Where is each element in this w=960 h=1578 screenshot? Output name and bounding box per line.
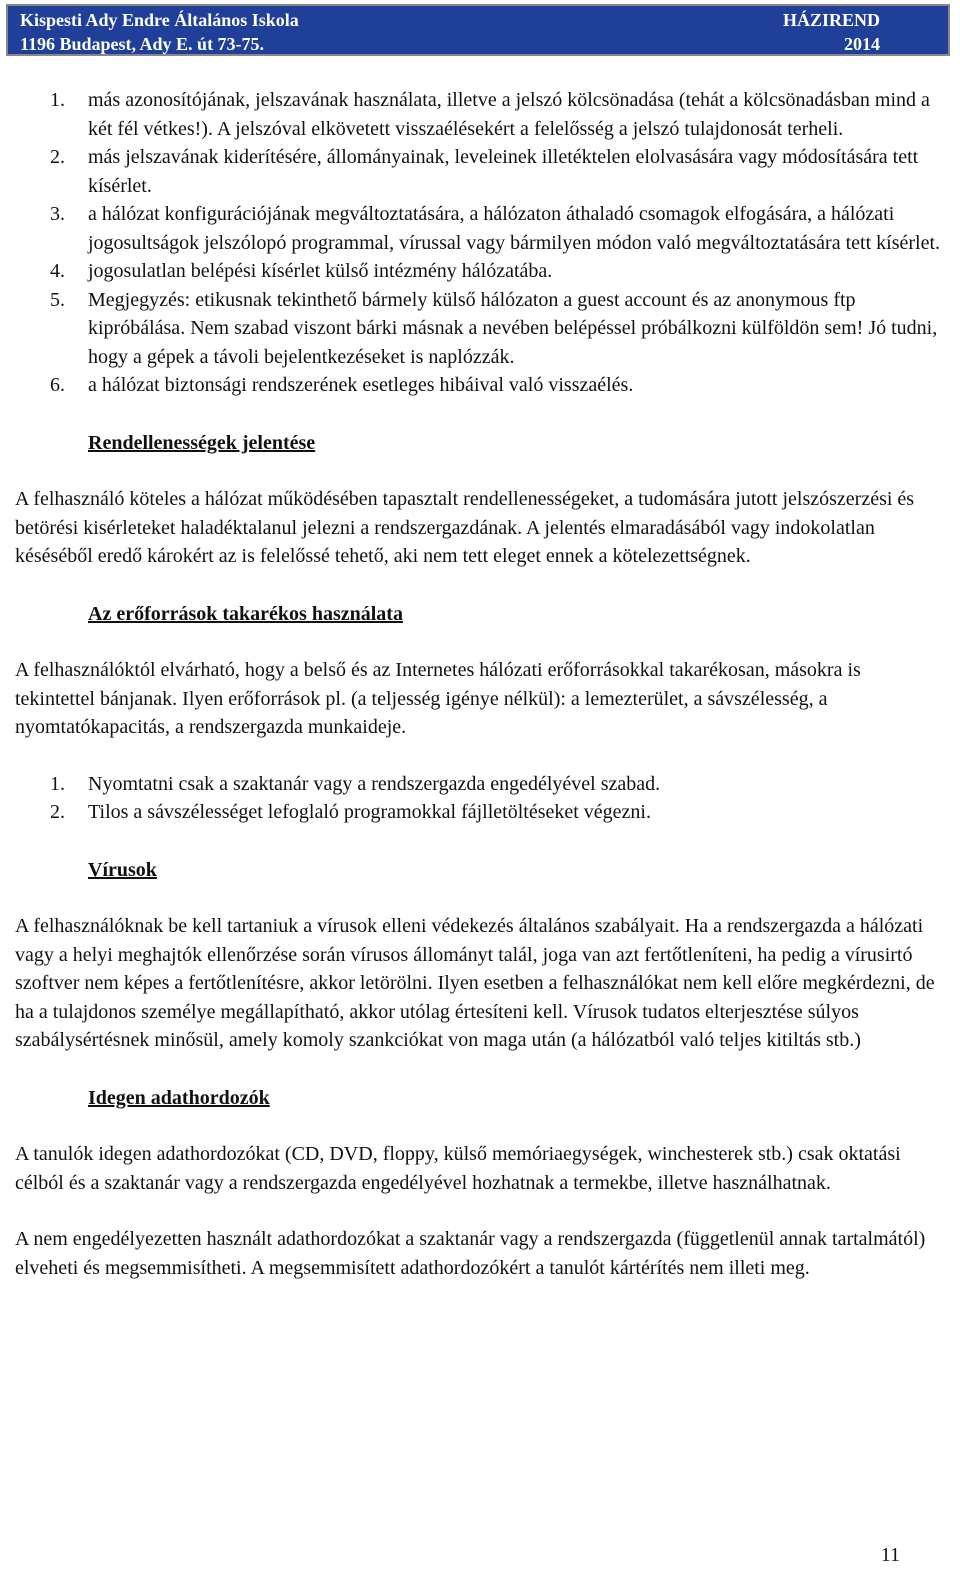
list-item bbox=[15, 371, 940, 400]
viruses-paragraph: A felhasználóknak be kell tartaniuk a vírusok elleni védekezés általános szabályait. Ha a rendszergazda a hálózati vagy a helyi meghajtók ellenőrzése során vírusos állományt talál, joga van azt fertőtleníteni, ha pedig a vírusirtó szoftver nem képes a fertőtlenítésre, akkor letörölni. Ilyen esetben a felhasználókat nem kell előre megkérdezni, de ha a tulajdonos személye megállapítható, akkor utólag értesíteni kell. Vírusok tudatos elterjesztése súlyos szabálysértésnek minősül, amely komoly szankciókat von maga után (a hálózatból való teljes kitiltás stb.) bbox=[15, 915, 935, 1051]
violations-list bbox=[15, 86, 940, 400]
list-number: 1. bbox=[50, 772, 65, 795]
school-address: 1196 Budapest, Ady E. út 73-75. bbox=[20, 34, 265, 54]
document-year: 2014 bbox=[844, 34, 880, 54]
list-item bbox=[15, 86, 940, 143]
section-title-viruses: Vírusok bbox=[88, 858, 157, 881]
resources-paragraph: A felhasználóktól elvárható, hogy a belső és az Internetes hálózati erőforrásokkal takarékosan, másokra is tekintettel bánjanak. Ilyen erőforrások pl. (a teljesség igénye nélkül): a lemezterület, a sávszélesség, a nyomtatókapacitás, a rendszergazda munkaideje. bbox=[15, 659, 861, 738]
list-text: a hálózat biztonsági rendszerének esetleges hibáival való visszaélés. bbox=[88, 374, 634, 396]
document-title: HÁZIREND bbox=[782, 10, 880, 30]
list-item bbox=[15, 286, 940, 372]
list-text: Nyomtatni csak a szaktanár vagy a rendszergazda engedélyével szabad. bbox=[88, 772, 661, 795]
list-item bbox=[15, 200, 940, 257]
list-text: Megjegyzés: etikusnak tekinthető bármely külső hálózaton a guest account és az anonymous ftp kipróbálása. Nem szabad viszont bárki másnak a nevében belépéssel próbálkozni külföldön sem! Jó tudni, hogy a gépek a távoli bejelentkezéseket is naplózzák. bbox=[88, 288, 938, 368]
list-text: Tilos a sávszélességet lefoglaló programokkal fájlletöltéseket végezni. bbox=[88, 801, 651, 823]
list-number: 2. bbox=[50, 146, 65, 168]
header-left bbox=[20, 8, 299, 56]
list-number: 6. bbox=[50, 374, 65, 396]
media-paragraph-2: A nem engedélyezetten használt adathordozókat a szaktanár vagy a rendszergazda (függetlenül annak tartalmától) elveheti és megsemmisítheti. A megsemmisített adathordozókért a tanulót kártérítés nem illeti meg. bbox=[15, 1228, 926, 1279]
list-item bbox=[15, 798, 940, 827]
list-text: más azonosítójának, jelszavának használata, illetve a jelszó kölcsönadása (tehát a kölcsönadásban mind a két fél vétkes!). A jelszóval elkövetett visszaélésekért a felelősség a jelszó tulajdonosát terheli. bbox=[88, 89, 930, 140]
list-item bbox=[15, 770, 940, 799]
section-title-media: Idegen adathordozók bbox=[88, 1086, 270, 1109]
section-title-report: Rendellenességek jelentése bbox=[88, 431, 316, 454]
report-paragraph: A felhasználó köteles a hálózat működésében tapasztalt rendellenességeket, a tudomására jutott jelszószerzési és betörési kisérleteket haladéktalanul jelezni a rendszergazdának. A jelentés elmaradásából vagy indokolatlan késéséből eredő károkért az is felelőssé tehető, aki nem tett eleget ennek a kötelezettségnek. bbox=[15, 488, 915, 567]
resources-list bbox=[15, 770, 940, 827]
page-content bbox=[15, 86, 940, 1282]
list-number: 1. bbox=[50, 89, 65, 111]
page-number: 11 bbox=[880, 1544, 900, 1566]
header-right bbox=[783, 8, 880, 56]
list-text: a hálózat konfigurációjának megváltoztatására, a hálózaton áthaladó csomagok elfogására, a hálózati jogosultságok jelszólopó programmal, vírussal vagy bármilyen módon való megváltoztatására tett kísérlet. bbox=[88, 203, 941, 254]
list-number: 4. bbox=[50, 260, 65, 282]
list-number: 3. bbox=[50, 203, 65, 225]
list-item bbox=[15, 257, 940, 286]
school-name: Kispesti Ady Endre Általános Iskola bbox=[20, 10, 299, 30]
page-header bbox=[6, 4, 950, 56]
section-title-resources: Az erőforrások takarékos használata bbox=[88, 602, 403, 625]
media-paragraph-1: A tanulók idegen adathordozókat (CD, DVD, floppy, külső memóriaegységek, winchesterek stb.) csak oktatási célból és a szaktanár vagy a rendszergazda engedélyével hozhatnak a termekbe, illetve használhatnak. bbox=[15, 1143, 901, 1194]
list-text: más jelszavának kiderítésére, állományainak, leveleinek illetéktelen elolvasására vagy módosítására tett kísérlet. bbox=[88, 146, 919, 197]
list-number: 5. bbox=[50, 288, 65, 311]
list-item bbox=[15, 143, 940, 200]
list-number: 2. bbox=[50, 801, 65, 823]
list-text: jogosulatlan belépési kísérlet külső intézmény hálózatába. bbox=[88, 260, 553, 282]
